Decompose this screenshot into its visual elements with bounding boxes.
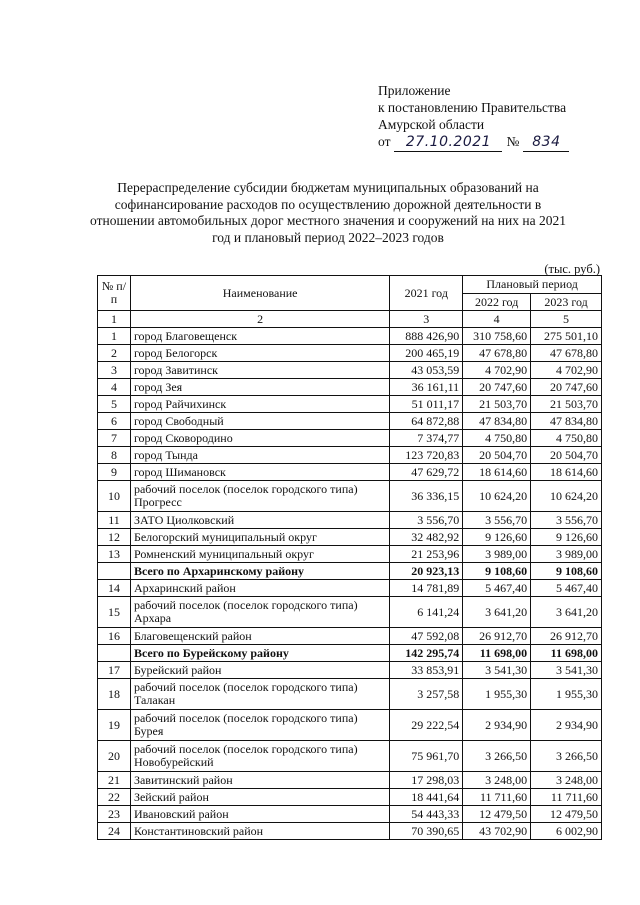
cell-2022: 3 989,00	[463, 546, 531, 563]
cell-name: Зейский район	[130, 789, 389, 806]
cell-2021: 47 629,72	[390, 464, 463, 481]
cell-name: Белогорский муниципальный округ	[130, 529, 389, 546]
cell-2023: 47 678,80	[531, 345, 602, 362]
table-row	[98, 396, 602, 413]
cell-2022: 47 678,80	[463, 345, 531, 362]
cell-2022: 26 912,70	[463, 628, 531, 645]
cell-2021: 3 257,58	[390, 679, 463, 710]
cell-name: Бурейский район	[130, 662, 389, 679]
table-row	[98, 529, 602, 546]
cell-2022: 2 934,90	[463, 710, 531, 741]
cell-name: Завитинский район	[130, 772, 389, 789]
table-row	[98, 772, 602, 789]
cell-2022: 4 750,80	[463, 430, 531, 447]
cell-2021: 75 961,70	[390, 741, 463, 772]
cell-2022: 5 467,40	[463, 580, 531, 597]
cell-name: рабочий поселок (поселок городского типа) Новобурейский	[130, 741, 389, 772]
cell-name: город Райчихинск	[130, 396, 389, 413]
cell-2023: 3 556,70	[531, 512, 602, 529]
table-row	[98, 806, 602, 823]
cell-2022: 10 624,20	[463, 481, 531, 512]
table-row	[98, 328, 602, 345]
cell-2022: 47 834,80	[463, 413, 531, 430]
cell-2021: 36 161,11	[390, 379, 463, 396]
cell-2022: 21 503,70	[463, 396, 531, 413]
table-body	[98, 328, 602, 840]
table-total-row	[98, 563, 602, 580]
cell-number: 9	[98, 464, 131, 481]
cell-2022: 310 758,60	[463, 328, 531, 345]
table-row	[98, 481, 602, 512]
cell-2021: 70 390,65	[390, 823, 463, 840]
cell-2023: 3 248,00	[531, 772, 602, 789]
cell-2022: 20 747,60	[463, 379, 531, 396]
cell-2022: 11 698,00	[463, 645, 531, 662]
cell-2021: 36 336,15	[390, 481, 463, 512]
cell-2022: 3 541,30	[463, 662, 531, 679]
cell-2021: 7 374,77	[390, 430, 463, 447]
table-row	[98, 662, 602, 679]
cell-number	[98, 645, 131, 662]
cell-2023: 3 989,00	[531, 546, 602, 563]
cell-2023: 9 108,60	[531, 563, 602, 580]
appendix-block	[378, 82, 569, 152]
cell-number: 21	[98, 772, 131, 789]
cell-name: рабочий поселок (поселок городского типа) Архара	[130, 597, 389, 628]
cell-2021: 32 482,92	[390, 529, 463, 546]
header-name: Наименование	[130, 276, 389, 311]
header-2021: 2021 год	[390, 276, 463, 311]
cell-2021: 47 592,08	[390, 628, 463, 645]
cell-2022: 12 479,50	[463, 806, 531, 823]
cell-2021: 54 443,33	[390, 806, 463, 823]
cell-number: 24	[98, 823, 131, 840]
table-row	[98, 580, 602, 597]
cell-2021: 64 872,88	[390, 413, 463, 430]
table-row	[98, 413, 602, 430]
cell-2023: 12 479,50	[531, 806, 602, 823]
cell-2023: 21 503,70	[531, 396, 602, 413]
cell-name: город Тында	[130, 447, 389, 464]
cell-2023: 2 934,90	[531, 710, 602, 741]
cell-2021: 123 720,83	[390, 447, 463, 464]
header-number: № п/п	[98, 276, 131, 311]
table-row	[98, 430, 602, 447]
table-row	[98, 823, 602, 840]
cell-2023: 1 955,30	[531, 679, 602, 710]
table-row	[98, 512, 602, 529]
cell-2021: 43 053,59	[390, 362, 463, 379]
cell-2023: 3 641,20	[531, 597, 602, 628]
cell-2023: 18 614,60	[531, 464, 602, 481]
from-label: от	[378, 134, 391, 149]
cell-2022: 9 126,60	[463, 529, 531, 546]
cell-2021: 21 253,96	[390, 546, 463, 563]
cell-2022: 4 702,90	[463, 362, 531, 379]
cell-2021: 17 298,03	[390, 772, 463, 789]
cell-2023: 3 541,30	[531, 662, 602, 679]
cell-name: Архаринский район	[130, 580, 389, 597]
column-index: 3	[390, 311, 463, 328]
appendix-title: Приложение	[378, 83, 451, 98]
cell-2022: 43 702,90	[463, 823, 531, 840]
cell-2023: 6 002,90	[531, 823, 602, 840]
table-row	[98, 546, 602, 563]
cell-2023: 11 711,60	[531, 789, 602, 806]
cell-name: Всего по Архаринскому району	[130, 563, 389, 580]
cell-number: 16	[98, 628, 131, 645]
cell-name: город Благовещенск	[130, 328, 389, 345]
cell-number: 10	[98, 481, 131, 512]
cell-name: Ромненский муниципальный округ	[130, 546, 389, 563]
cell-2021: 3 556,70	[390, 512, 463, 529]
cell-2021: 200 465,19	[390, 345, 463, 362]
column-index: 2	[130, 311, 389, 328]
cell-2022: 3 248,00	[463, 772, 531, 789]
document-title: Перераспределение субсидии бюджетам муниципальных образований на софинансирование расходов по осуществлению дорожной деятельности в отношении автомобильных дорог местного значения и сооружений на них на 2021 год и плановый период 2022–2023 годов	[90, 180, 566, 245]
cell-name: город Сковородино	[130, 430, 389, 447]
cell-name: Константиновский район	[130, 823, 389, 840]
table-row	[98, 597, 602, 628]
cell-name: рабочий поселок (поселок городского типа) Бурея	[130, 710, 389, 741]
cell-number: 4	[98, 379, 131, 396]
table-row	[98, 345, 602, 362]
cell-number: 15	[98, 597, 131, 628]
table-row	[98, 679, 602, 710]
cell-name: Благовещенский район	[130, 628, 389, 645]
cell-2022: 18 614,60	[463, 464, 531, 481]
cell-2023: 5 467,40	[531, 580, 602, 597]
cell-2023: 10 624,20	[531, 481, 602, 512]
table-row	[98, 362, 602, 379]
cell-2023: 20 504,70	[531, 447, 602, 464]
cell-2022: 3 556,70	[463, 512, 531, 529]
cell-2021: 51 011,17	[390, 396, 463, 413]
cell-number: 3	[98, 362, 131, 379]
cell-2021: 33 853,91	[390, 662, 463, 679]
cell-2023: 275 501,10	[531, 328, 602, 345]
appendix-region: Амурской области	[378, 117, 485, 132]
cell-number: 19	[98, 710, 131, 741]
table-row	[98, 379, 602, 396]
cell-name: Всего по Бурейскому району	[130, 645, 389, 662]
cell-2023: 3 266,50	[531, 741, 602, 772]
cell-number: 5	[98, 396, 131, 413]
cell-2023: 47 834,80	[531, 413, 602, 430]
cell-number: 1	[98, 328, 131, 345]
column-index: 4	[463, 311, 531, 328]
cell-name: рабочий поселок (поселок городского типа) Талакан	[130, 679, 389, 710]
cell-name: город Шимановск	[130, 464, 389, 481]
cell-2022: 11 711,60	[463, 789, 531, 806]
header-2022: 2022 год	[463, 294, 531, 311]
cell-2021: 142 295,74	[390, 645, 463, 662]
cell-number: 6	[98, 413, 131, 430]
cell-number: 22	[98, 789, 131, 806]
cell-number: 23	[98, 806, 131, 823]
cell-number: 20	[98, 741, 131, 772]
cell-name: город Свободный	[130, 413, 389, 430]
cell-name: город Зея	[130, 379, 389, 396]
appendix-date-number	[378, 133, 569, 152]
table-row	[98, 464, 602, 481]
cell-name: ЗАТО Циолковский	[130, 512, 389, 529]
cell-2021: 6 141,24	[390, 597, 463, 628]
cell-2021: 888 426,90	[390, 328, 463, 345]
cell-number: 7	[98, 430, 131, 447]
cell-2021: 18 441,64	[390, 789, 463, 806]
table-row	[98, 710, 602, 741]
cell-2023: 11 698,00	[531, 645, 602, 662]
handwritten-date: 27.10.2021	[394, 134, 502, 152]
cell-number: 12	[98, 529, 131, 546]
cell-name: рабочий поселок (поселок городского типа) Прогресс	[130, 481, 389, 512]
table-row	[98, 447, 602, 464]
column-index: 5	[531, 311, 602, 328]
column-index: 1	[98, 311, 131, 328]
subsidy-table	[97, 275, 602, 840]
table-row	[98, 741, 602, 772]
cell-2021: 20 923,13	[390, 563, 463, 580]
cell-name: Ивановский район	[130, 806, 389, 823]
cell-name: город Завитинск	[130, 362, 389, 379]
table-total-row	[98, 645, 602, 662]
cell-2023: 4 750,80	[531, 430, 602, 447]
header-planned-period: Плановый период	[463, 276, 602, 294]
cell-2022: 9 108,60	[463, 563, 531, 580]
table-row	[98, 628, 602, 645]
cell-number: 2	[98, 345, 131, 362]
cell-2023: 4 702,90	[531, 362, 602, 379]
cell-2021: 14 781,89	[390, 580, 463, 597]
handwritten-number: 834	[523, 134, 569, 152]
number-label: №	[506, 134, 520, 149]
cell-2023: 20 747,60	[531, 379, 602, 396]
cell-2022: 3 641,20	[463, 597, 531, 628]
cell-2023: 9 126,60	[531, 529, 602, 546]
cell-2021: 29 222,54	[390, 710, 463, 741]
cell-number: 14	[98, 580, 131, 597]
cell-2022: 20 504,70	[463, 447, 531, 464]
cell-number: 8	[98, 447, 131, 464]
cell-number: 11	[98, 512, 131, 529]
table-row	[98, 789, 602, 806]
cell-name: город Белогорск	[130, 345, 389, 362]
cell-number: 17	[98, 662, 131, 679]
units-label: (тыс. руб.)	[544, 262, 600, 276]
cell-number: 18	[98, 679, 131, 710]
cell-2022: 3 266,50	[463, 741, 531, 772]
header-2023: 2023 год	[531, 294, 602, 311]
cell-2023: 26 912,70	[531, 628, 602, 645]
cell-number: 13	[98, 546, 131, 563]
cell-number	[98, 563, 131, 580]
cell-2022: 1 955,30	[463, 679, 531, 710]
appendix-resolution: к постановлению Правительства	[378, 100, 567, 115]
